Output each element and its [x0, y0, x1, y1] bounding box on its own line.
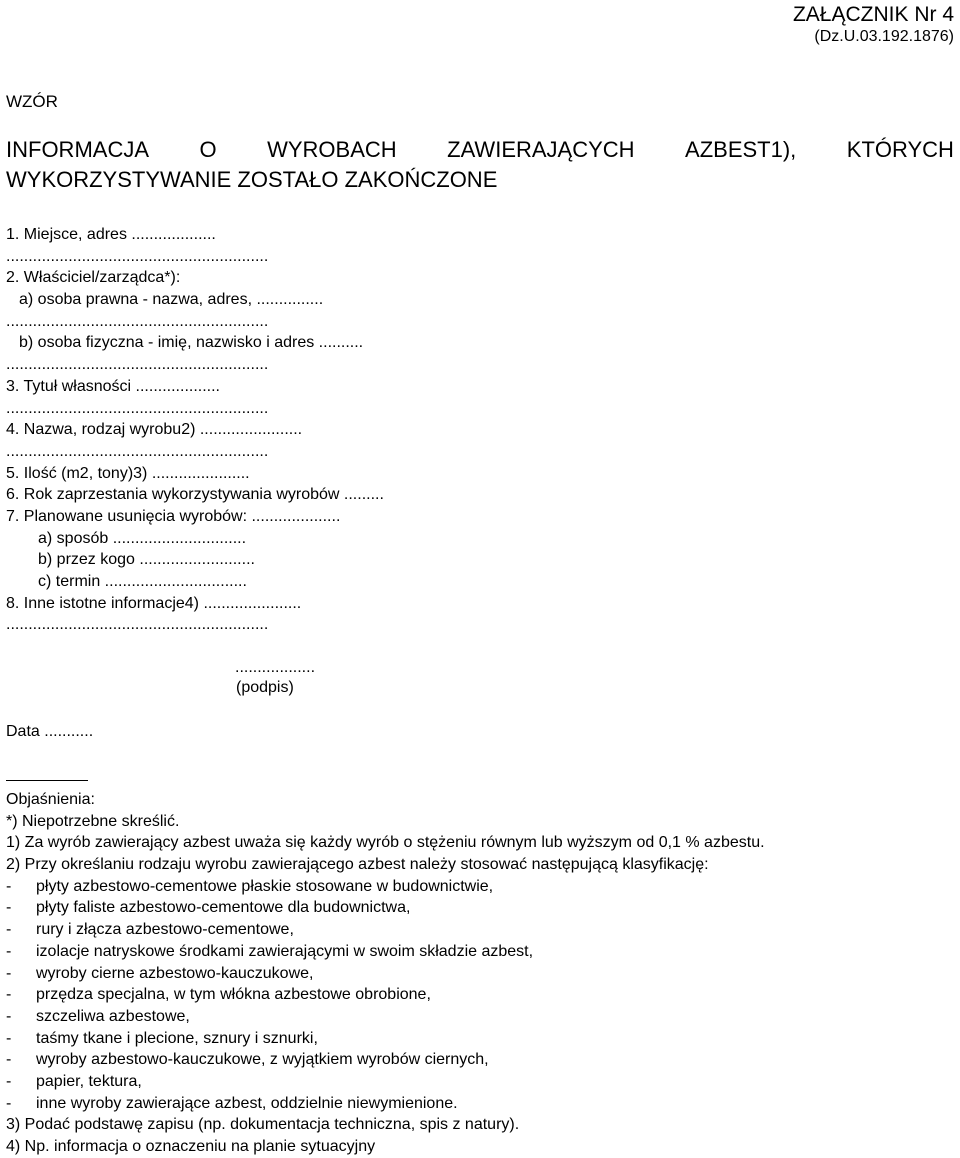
- note-1: 1) Za wyrób zawierający azbest uważa się każdy wyrób o stężeniu równym lub wyższym od 0,1 % azbestu.: [6, 834, 765, 852]
- form-field-row[interactable]: 7. Planowane usunięcia wyrobów: ....................: [6, 507, 341, 525]
- list-dash: -: [6, 1029, 12, 1047]
- form-field-row[interactable]: ...........................................................: [6, 247, 269, 265]
- explanations-title: Objaśnienia:: [6, 791, 95, 808]
- classification-text: przędza specjalna, w tym włókna azbestowe obrobione,: [36, 986, 431, 1004]
- classification-item: [6, 1006, 765, 1028]
- explanations: [6, 789, 765, 1158]
- list-dash: -: [6, 964, 12, 982]
- classification-text: rury i złącza azbestowo-cementowe,: [36, 921, 294, 939]
- classification-text: szczeliwa azbestowe,: [36, 1007, 190, 1025]
- legal-reference: (Dz.U.03.192.1876): [814, 28, 954, 45]
- document-heading: [6, 135, 954, 195]
- form-field-row[interactable]: ...........................................................: [6, 399, 269, 417]
- list-dash: -: [6, 899, 12, 917]
- classification-text: papier, tektura,: [36, 1072, 142, 1090]
- form-field-row[interactable]: ...........................................................: [6, 356, 269, 374]
- heading-word: AZBEST1),: [685, 137, 797, 162]
- heading-word: KTÓRYCH: [846, 137, 954, 162]
- form-field-row[interactable]: 1. Miejsce, adres ...................: [6, 226, 216, 243]
- list-dash: -: [6, 986, 12, 1004]
- signature-dots[interactable]: ..................: [235, 659, 316, 676]
- form-fields: [6, 224, 384, 636]
- form-field-row[interactable]: ...........................................................: [6, 616, 269, 634]
- heading-line-2: WYKORZYSTYWANIE ZOSTAŁO ZAKOŃCZONE: [6, 167, 498, 192]
- note-4: 4) Np. informacja o oznaczeniu na planie sytuacyjny: [6, 1138, 376, 1155]
- form-field-row[interactable]: a) sposób ..............................: [38, 529, 247, 547]
- classification-text: płyty faliste azbestowo-cementowe dla budownictwa,: [36, 899, 411, 917]
- classification-item: [6, 1071, 765, 1093]
- template-label: WZÓR: [6, 92, 58, 111]
- form-field-row[interactable]: ...........................................................: [6, 312, 269, 330]
- list-dash: -: [6, 1051, 12, 1069]
- list-dash: -: [6, 877, 12, 895]
- classification-text: izolacje natryskowe środkami zawierającymi w swoim składzie azbest,: [36, 942, 534, 960]
- list-dash: -: [6, 1072, 12, 1090]
- note-2: 2) Przy określaniu rodzaju wyrobu zawierającego azbest należy stosować następującą klasyfikację:: [6, 856, 709, 874]
- classification-text: płyty azbestowo-cementowe płaskie stosowane w budownictwie,: [36, 877, 494, 895]
- classification-item: [6, 963, 765, 985]
- date-field[interactable]: Data ...........: [6, 723, 94, 740]
- form-field-row[interactable]: 5. Ilość (m2, tony)3) ......................: [6, 464, 250, 482]
- form-field-row[interactable]: b) przez kogo ..........................: [38, 551, 255, 569]
- form-field-row[interactable]: 2. Właściciel/zarządca*):: [6, 269, 181, 287]
- list-dash: -: [6, 1094, 12, 1112]
- form-field-row[interactable]: 4. Nazwa, rodzaj wyrobu2) .......................: [6, 421, 303, 439]
- form-field-row[interactable]: 8. Inne istotne informacje4) ......................: [6, 594, 302, 612]
- annex-title: ZAŁĄCZNIK Nr 4: [792, 3, 954, 26]
- classification-item: [6, 1093, 765, 1115]
- note-starred: *) Niepotrzebne skreślić.: [6, 812, 180, 830]
- classification-text: taśmy tkane i plecione, sznury i sznurki,: [36, 1029, 318, 1047]
- form-field-row[interactable]: 6. Rok zaprzestania wykorzystywania wyrobów .........: [6, 486, 384, 504]
- classification-text: wyroby azbestowo-kauczukowe, z wyjątkiem wyrobów ciernych,: [36, 1051, 489, 1069]
- heading-word: O: [199, 137, 217, 162]
- classification-item: [6, 941, 765, 963]
- list-dash: -: [6, 1007, 12, 1025]
- list-dash: -: [6, 921, 12, 939]
- classification-item: [6, 919, 765, 941]
- form-field-row[interactable]: a) osoba prawna - nazwa, adres, ...............: [19, 291, 324, 309]
- form-field-row[interactable]: b) osoba fizyczna - imię, nazwisko i adres ..........: [19, 334, 364, 352]
- classification-item: [6, 1028, 765, 1050]
- heading-line-1: [6, 135, 954, 165]
- heading-word: ZAWIERAJĄCYCH: [447, 137, 635, 162]
- classification-item: [6, 984, 765, 1006]
- classification-item: [6, 1049, 765, 1071]
- footnote-separator: [6, 780, 88, 781]
- list-dash: -: [6, 942, 12, 960]
- form-field-row[interactable]: 3. Tytuł własności ...................: [6, 377, 220, 395]
- form-field-row[interactable]: ...........................................................: [6, 442, 269, 460]
- heading-word: WYROBACH: [267, 137, 397, 162]
- classification-item: [6, 876, 765, 898]
- classification-item: [6, 897, 765, 919]
- heading-word: INFORMACJA: [6, 137, 149, 162]
- signature-label: (podpis): [236, 679, 294, 696]
- classification-list: [6, 876, 765, 1115]
- note-3: 3) Podać podstawę zapisu (np. dokumentacja techniczna, spis z natury).: [6, 1116, 520, 1134]
- classification-text: wyroby cierne azbestowo-kauczukowe,: [36, 964, 314, 982]
- form-field-row[interactable]: c) termin ................................: [38, 573, 247, 590]
- classification-text: inne wyroby zawierające azbest, oddzielnie niewymienione.: [36, 1094, 458, 1112]
